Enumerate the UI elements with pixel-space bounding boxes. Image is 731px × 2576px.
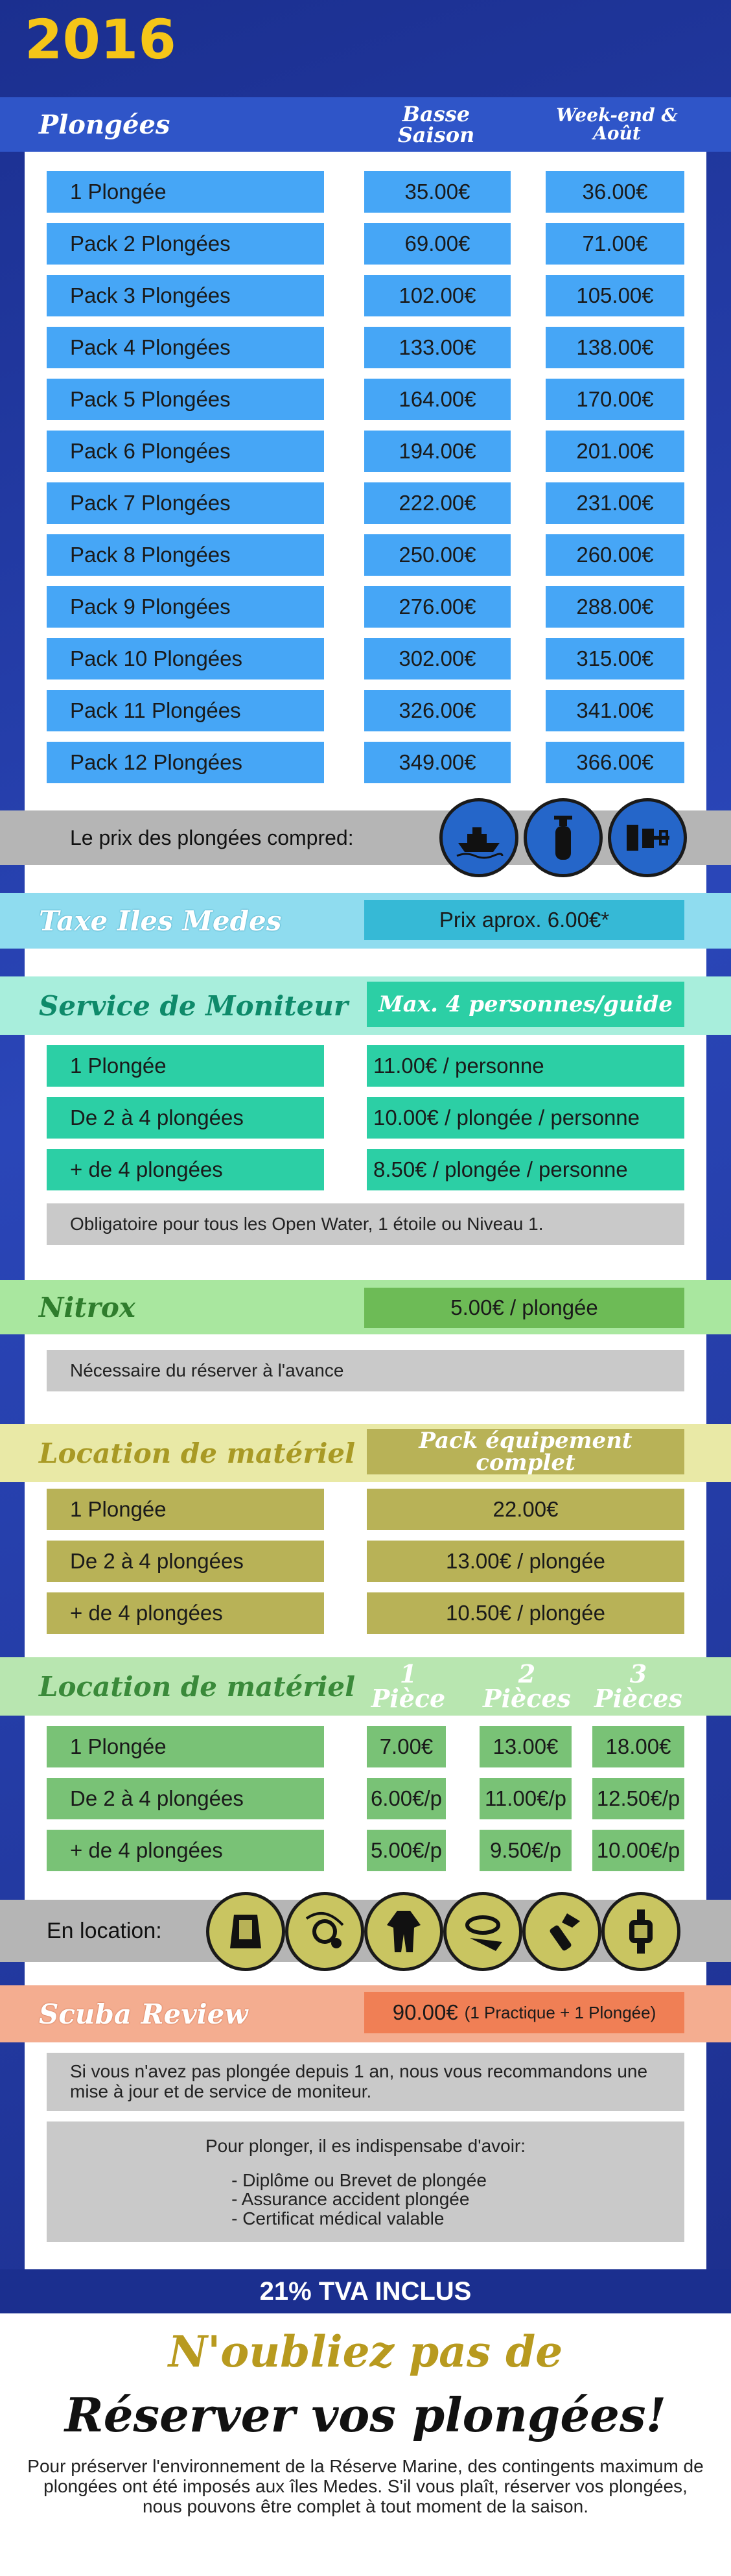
plongee-row-low-price: 102.00€ bbox=[364, 275, 511, 316]
location-pieces-row-p3: 18.00€ bbox=[592, 1726, 684, 1767]
location-pieces-row-p1: 6.00€/p bbox=[367, 1778, 446, 1819]
moniteur-row-label: De 2 à 4 plongées bbox=[47, 1097, 324, 1139]
plongee-row-label: Pack 9 Plongées bbox=[47, 586, 324, 628]
moniteur-title: Service de Moniteur bbox=[39, 989, 348, 1022]
plongees-col-low-header: Basse Saison bbox=[397, 102, 475, 147]
location-pieces-row-p2: 9.50€/p bbox=[480, 1830, 572, 1871]
torch-icon bbox=[522, 1892, 601, 1971]
footer-text: Pour préserver l'environnement de la Réserve Marine, des contingents maximum de plongées ont été imposés aux îles Medes. S'il vous plaît, réserver vos plongées, nous pouvons être complet à tout moment de la saison. bbox=[27, 2456, 704, 2516]
plongee-row-low-price: 349.00€ bbox=[364, 742, 511, 783]
location-pack-row-label: + de 4 plongées bbox=[47, 1592, 324, 1634]
tva-band bbox=[0, 2269, 731, 2313]
plongee-row-label: Pack 6 Plongées bbox=[47, 431, 324, 472]
jacket-icon bbox=[206, 1892, 285, 1971]
location-pack-row-label: De 2 à 4 plongées bbox=[47, 1541, 324, 1582]
location-pack-row-value: 13.00€ / plongée bbox=[367, 1541, 684, 1582]
location-pieces-row-label: 1 Plongée bbox=[47, 1726, 324, 1767]
plongee-row-low-price: 69.00€ bbox=[364, 223, 511, 265]
plongee-row-low-price: 133.00€ bbox=[364, 327, 511, 368]
requirements-box bbox=[47, 2121, 684, 2242]
plongee-row-high-price: 260.00€ bbox=[546, 534, 684, 576]
location-pieces-row-p2: 13.00€ bbox=[480, 1726, 572, 1767]
plongee-row-high-price: 341.00€ bbox=[546, 690, 684, 731]
plongee-row-high-price: 170.00€ bbox=[546, 379, 684, 420]
footer-line2: Réserver vos plongées! bbox=[64, 2387, 667, 2442]
plongee-row-high-price: 231.00€ bbox=[546, 482, 684, 524]
plongee-row-label: Pack 12 Plongées bbox=[47, 742, 324, 783]
moniteur-note: Obligatoire pour tous les Open Water, 1 étoile ou Niveau 1. bbox=[47, 1203, 684, 1245]
dive-computer-icon bbox=[601, 1892, 680, 1971]
plongee-row-low-price: 302.00€ bbox=[364, 638, 511, 679]
location-pack-header: Pack équipement complet bbox=[367, 1429, 684, 1474]
moniteur-row-value: 10.00€ / plongée / personne bbox=[367, 1097, 684, 1139]
plongee-row-high-price: 288.00€ bbox=[546, 586, 684, 628]
plongee-row-high-price: 138.00€ bbox=[546, 327, 684, 368]
year-title: 2016 bbox=[25, 8, 176, 71]
requirement-item: - Assurance accident plongée bbox=[231, 2189, 470, 2210]
en-location-label: En location: bbox=[47, 1918, 162, 1943]
location-pieces-row-p3: 10.00€/p bbox=[592, 1830, 684, 1871]
plongees-col-high-header: Week-end & Août bbox=[556, 104, 678, 144]
location-pieces-row-p1: 5.00€/p bbox=[367, 1830, 446, 1871]
plongee-row-label: Pack 10 Plongées bbox=[47, 638, 324, 679]
plongee-row-high-price: 315.00€ bbox=[546, 638, 684, 679]
tank-icon bbox=[524, 798, 603, 877]
plongee-row-high-price: 71.00€ bbox=[546, 223, 684, 265]
requirement-item: - Certificat médical valable bbox=[231, 2208, 445, 2228]
pieces-col3-header: 3 Pièces bbox=[594, 1659, 682, 1713]
plongee-row-high-price: 366.00€ bbox=[546, 742, 684, 783]
weight-belt-icon bbox=[608, 798, 687, 877]
plongee-row-label: Pack 5 Plongées bbox=[47, 379, 324, 420]
taxe-value: Prix aprox. 6.00€* bbox=[364, 900, 684, 940]
plongee-row-label: Pack 4 Plongées bbox=[47, 327, 324, 368]
nitrox-note: Nécessaire du réserver à l'avance bbox=[47, 1350, 684, 1391]
plongee-row-high-price: 36.00€ bbox=[546, 171, 684, 213]
regulator-icon bbox=[285, 1892, 364, 1971]
requirements-list bbox=[231, 2171, 487, 2228]
moniteur-row-value: 11.00€ / personne bbox=[367, 1045, 684, 1087]
location-pack-row-value: 22.00€ bbox=[367, 1489, 684, 1530]
taxe-title: Taxe Iles Medes bbox=[39, 904, 282, 937]
location-pieces-row-p1: 7.00€ bbox=[367, 1726, 446, 1767]
moniteur-row-label: 1 Plongée bbox=[47, 1045, 324, 1087]
scuba-price: 90.00€ bbox=[392, 2000, 458, 2024]
plongee-row-low-price: 222.00€ bbox=[364, 482, 511, 524]
plongee-row-label: Pack 2 Plongées bbox=[47, 223, 324, 265]
location-pieces-row-label: + de 4 plongées bbox=[47, 1830, 324, 1871]
plongee-row-low-price: 276.00€ bbox=[364, 586, 511, 628]
location-pack-row-value: 10.50€ / plongée bbox=[367, 1592, 684, 1634]
footer bbox=[0, 2313, 731, 2576]
mask-fins-icon bbox=[443, 1892, 522, 1971]
scuba-note: Si vous n'avez pas plongée depuis 1 an, nous vous recommandons une mise à jour et de service de moniteur. bbox=[47, 2053, 684, 2111]
plongee-row-label: Pack 3 Plongées bbox=[47, 275, 324, 316]
plongee-row-label: Pack 11 Plongées bbox=[47, 690, 324, 731]
plongee-row-label: Pack 8 Plongées bbox=[47, 534, 324, 576]
plongee-row-low-price: 194.00€ bbox=[364, 431, 511, 472]
plongee-row-low-price: 326.00€ bbox=[364, 690, 511, 731]
plongee-row-label: 1 Plongée bbox=[47, 171, 324, 213]
includes-label: Le prix des plongées compred: bbox=[70, 825, 354, 849]
scuba-detail: (1 Practique + 1 Plongée) bbox=[464, 2002, 656, 2022]
plongee-row-low-price: 250.00€ bbox=[364, 534, 511, 576]
requirement-item: - Diplôme ou Brevet de plongée bbox=[231, 2169, 487, 2190]
plongee-row-high-price: 201.00€ bbox=[546, 431, 684, 472]
location-pieces-row-p2: 11.00€/p bbox=[480, 1778, 572, 1819]
scuba-price-box bbox=[364, 1992, 684, 2033]
plongee-row-low-price: 164.00€ bbox=[364, 379, 511, 420]
location-pack-row-label: 1 Plongée bbox=[47, 1489, 324, 1530]
location-pieces-title: Location de matériel bbox=[39, 1670, 356, 1703]
location-pieces-row-label: De 2 à 4 plongées bbox=[47, 1778, 324, 1819]
boat-icon bbox=[439, 798, 518, 877]
moniteur-row-value: 8.50€ / plongée / personne bbox=[367, 1149, 684, 1190]
location-pack-title: Location de matériel bbox=[39, 1437, 356, 1469]
pieces-col1-header: 1 Pièce bbox=[371, 1659, 446, 1713]
nitrox-title: Nitrox bbox=[39, 1291, 135, 1323]
location-pieces-row-p3: 12.50€/p bbox=[592, 1778, 684, 1819]
plongees-title: Plongées bbox=[39, 109, 170, 140]
scuba-title: Scuba Review bbox=[39, 1998, 248, 2030]
plongee-row-low-price: 35.00€ bbox=[364, 171, 511, 213]
moniteur-row-label: + de 4 plongées bbox=[47, 1149, 324, 1190]
pieces-col2-header: 2 Pièces bbox=[483, 1659, 571, 1713]
wetsuit-icon bbox=[364, 1892, 443, 1971]
moniteur-header: Max. 4 personnes/guide bbox=[367, 982, 684, 1027]
plongee-row-label: Pack 7 Plongées bbox=[47, 482, 324, 524]
requirements-intro: Pour plonger, il es indispensabe d'avoir: bbox=[205, 2135, 526, 2156]
nitrox-value: 5.00€ / plongée bbox=[364, 1288, 684, 1328]
plongee-row-high-price: 105.00€ bbox=[546, 275, 684, 316]
tva-text: 21% TVA INCLUS bbox=[259, 2276, 472, 2306]
footer-line1: N'oubliez pas de bbox=[168, 2326, 563, 2377]
